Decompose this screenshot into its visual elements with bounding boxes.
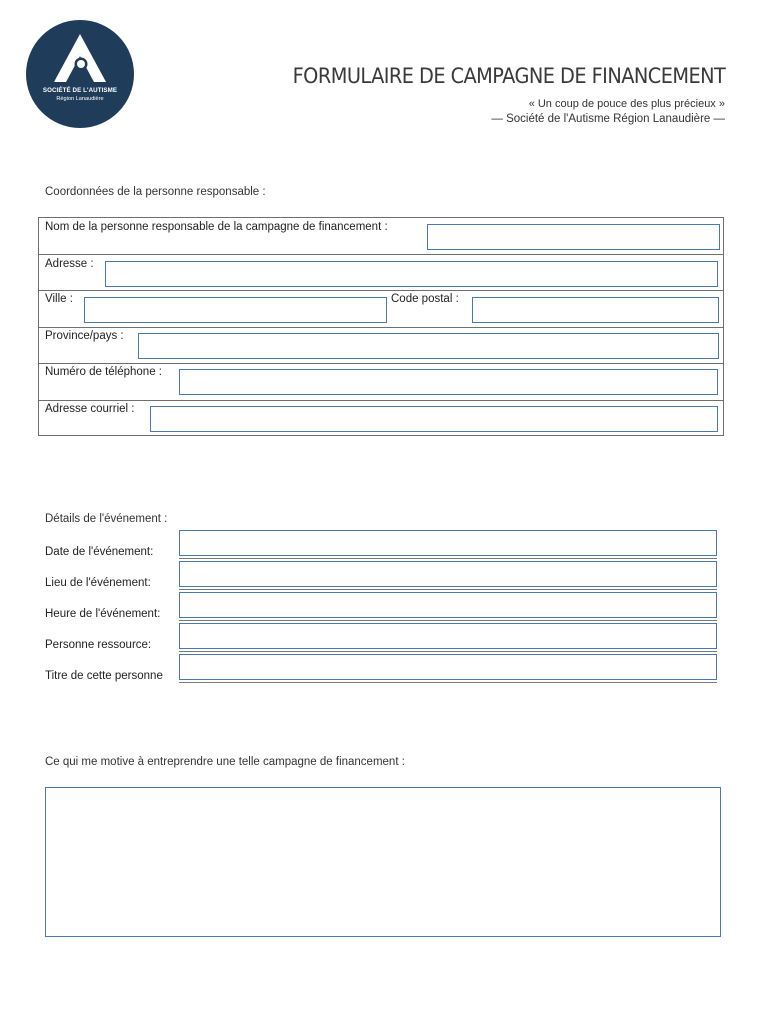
resource-person-label: Personne ressource: [45,639,152,651]
logo-line-2: Région Lanaudière [56,96,104,102]
organization-line: — Société de l'Autisme Région Lanaudière — [491,113,725,125]
person-title-label: Titre de cette personne [45,670,163,682]
page-title: FORMULAIRE DE CAMPAGNE DE FINANCEMENT [292,64,725,88]
contact-section-label: Coordonnées de la personne responsable : [45,186,266,198]
phone-input[interactable] [179,369,718,395]
motivation-label: Ce qui me motive à entreprendre une telle campagne de financement : [45,756,405,768]
row-divider [39,254,723,255]
phone-label: Numéro de téléphone : [45,366,162,378]
event-place-input[interactable] [179,561,717,587]
event-section-label: Détails de l'événement : [45,513,168,525]
autism-logo-icon [26,20,134,128]
province-input[interactable] [138,333,719,359]
contact-table [38,217,724,436]
event-date-label: Date de l'événement: [45,546,154,558]
city-input[interactable] [84,297,387,323]
postal-code-label: Code postal : [391,293,459,305]
resource-person-input[interactable] [179,623,717,649]
responsible-name-input[interactable] [427,224,720,250]
responsible-name-label: Nom de la personne responsable de la campagne de financement : [45,221,388,233]
email-input[interactable] [150,406,718,432]
underline [179,651,717,652]
underline [179,589,717,590]
row-divider [39,400,723,401]
person-title-input[interactable] [179,654,717,680]
event-time-label: Heure de l'événement: [45,608,161,620]
logo-line-1: SOCIÉTÉ DE L'AUTISME [42,87,118,94]
address-label: Adresse : [45,258,94,270]
province-label: Province/pays : [45,330,124,342]
row-divider [39,290,723,291]
event-time-input[interactable] [179,592,717,618]
event-date-input[interactable] [179,530,717,556]
underline [179,682,717,683]
row-divider [39,327,723,328]
postal-code-input[interactable] [472,297,719,323]
row-divider [39,363,723,364]
city-label: Ville : [45,293,73,305]
address-input[interactable] [105,261,718,287]
tagline: « Un coup de pouce des plus précieux » [528,98,725,110]
email-label: Adresse courriel : [45,403,135,415]
underline [179,558,717,559]
event-place-label: Lieu de l'événement: [45,577,151,589]
organization-logo [26,20,134,128]
motivation-textarea[interactable] [45,787,721,937]
underline [179,620,717,621]
